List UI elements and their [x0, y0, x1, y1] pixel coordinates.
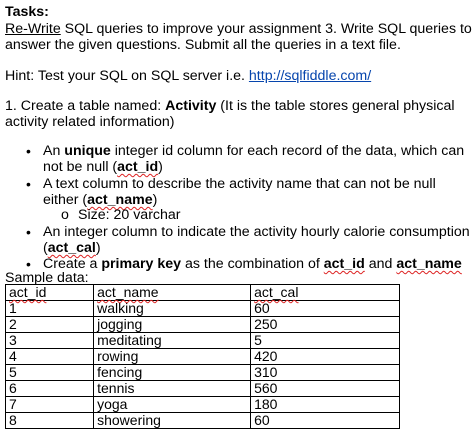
- tasks-heading: Tasks:: [5, 4, 49, 20]
- b2-line2-b: ): [152, 192, 158, 208]
- table-cell: fencing: [94, 365, 251, 381]
- table-row: [6, 333, 400, 349]
- table-cell: meditating: [94, 333, 251, 349]
- table-cell: 60: [251, 413, 400, 429]
- hint-text: Hint: Test your SQL on SQL server i.e.: [5, 68, 249, 84]
- q1-suffix: (It is the table stores general physical: [216, 98, 455, 114]
- bullet-dot-3: •: [26, 224, 31, 240]
- q1-prefix: 1. Create a table named:: [5, 98, 166, 114]
- table-cell: 2: [6, 317, 94, 333]
- hint-line: [5, 68, 371, 85]
- table-row: [6, 349, 400, 365]
- b2-column-name: act_name: [87, 192, 153, 208]
- header-cell: [94, 285, 251, 301]
- bullet-dot-2: •: [26, 176, 31, 192]
- table-cell: 5: [6, 365, 94, 381]
- b2-line2-a: either (: [43, 192, 88, 208]
- sample-data-label: Sample data:: [5, 270, 89, 286]
- table-header-row: [6, 285, 400, 301]
- bullet2-line1: A text column to describe the activity name that can not be null: [43, 176, 436, 192]
- table-cell: 3: [6, 333, 94, 349]
- table-cell: 1: [6, 301, 94, 317]
- b4-text-a: Create a: [43, 256, 102, 272]
- b4-column2: act_name: [396, 256, 462, 272]
- table-cell: 420: [251, 349, 400, 365]
- b4-column1: act_id: [323, 256, 365, 272]
- bullet3-line2: [43, 240, 101, 257]
- task-text-line2: answer the given questions. Submit all the queries in a text file.: [5, 37, 401, 53]
- table-cell: 5: [251, 333, 400, 349]
- b3-line2-b: ): [95, 240, 101, 256]
- b3-column-name: act_cal: [47, 240, 96, 256]
- sub-bullet-marker: o: [61, 207, 69, 223]
- b3-line2-a: (: [43, 240, 48, 256]
- header-act-cal: act_cal: [254, 284, 299, 300]
- header-cell: [251, 285, 400, 301]
- question1-line2: activity related information): [5, 114, 175, 130]
- table-cell: 7: [6, 397, 94, 413]
- table-row: [6, 397, 400, 413]
- bullet-dot-1: •: [26, 143, 31, 159]
- header-act-name: act_name: [97, 284, 159, 300]
- table-cell: 250: [251, 317, 400, 333]
- table-cell: tennis: [94, 381, 251, 397]
- table-cell: 8: [6, 413, 94, 429]
- table-row: [6, 365, 400, 381]
- bullet1-line2: [43, 159, 163, 176]
- table-cell: 310: [251, 365, 400, 381]
- bullet3-line1: An integer column to indicate the activity hourly calorie consumption: [43, 224, 470, 240]
- table-cell: showering: [94, 413, 251, 429]
- table-row: [6, 301, 400, 317]
- b1-text-b: integer id column for each record of the data, which can: [110, 143, 465, 159]
- b1-text-a: An: [43, 143, 65, 159]
- question1-line1: [5, 98, 455, 115]
- b4-and: and: [364, 256, 397, 272]
- task-text-line1: [5, 21, 472, 38]
- table-cell: walking: [94, 301, 251, 317]
- header-cell: [6, 285, 94, 301]
- table-row: [6, 381, 400, 397]
- table-cell: jogging: [94, 317, 251, 333]
- table-cell: rowing: [94, 349, 251, 365]
- header-act-id: act_id: [9, 284, 47, 300]
- task-text-line1-rest: SQL queries to improve your assignment 3. Write SQL queries to: [60, 21, 472, 37]
- table-cell: 560: [251, 381, 400, 397]
- b1-column-name: act_id: [117, 159, 159, 175]
- q1-table-name: Activity: [165, 98, 217, 114]
- table-cell: 4: [6, 349, 94, 365]
- sub-bullet-size: Size: 20 varchar: [78, 207, 181, 223]
- sample-data-table: [5, 284, 400, 429]
- sqlfiddle-link[interactable]: http://sqlfiddle.com/: [248, 68, 372, 84]
- b1-bold: unique: [64, 143, 111, 159]
- table-cell: yoga: [94, 397, 251, 413]
- table-cell: 60: [251, 301, 400, 317]
- bullet-dot-4: •: [26, 256, 31, 272]
- rewrite-word: Re-Write: [5, 21, 61, 37]
- table-row: [6, 317, 400, 333]
- b4-bold: primary key: [101, 256, 182, 272]
- table-row: [6, 413, 400, 429]
- bullet1-line1: [43, 143, 464, 160]
- table-cell: 6: [6, 381, 94, 397]
- b1-line2-b: ): [158, 159, 163, 175]
- table-cell: 180: [251, 397, 400, 413]
- bullet4-line1: [43, 256, 462, 273]
- b4-text-b: as the combination of: [181, 256, 324, 272]
- b1-line2-a: not be null (: [43, 159, 118, 175]
